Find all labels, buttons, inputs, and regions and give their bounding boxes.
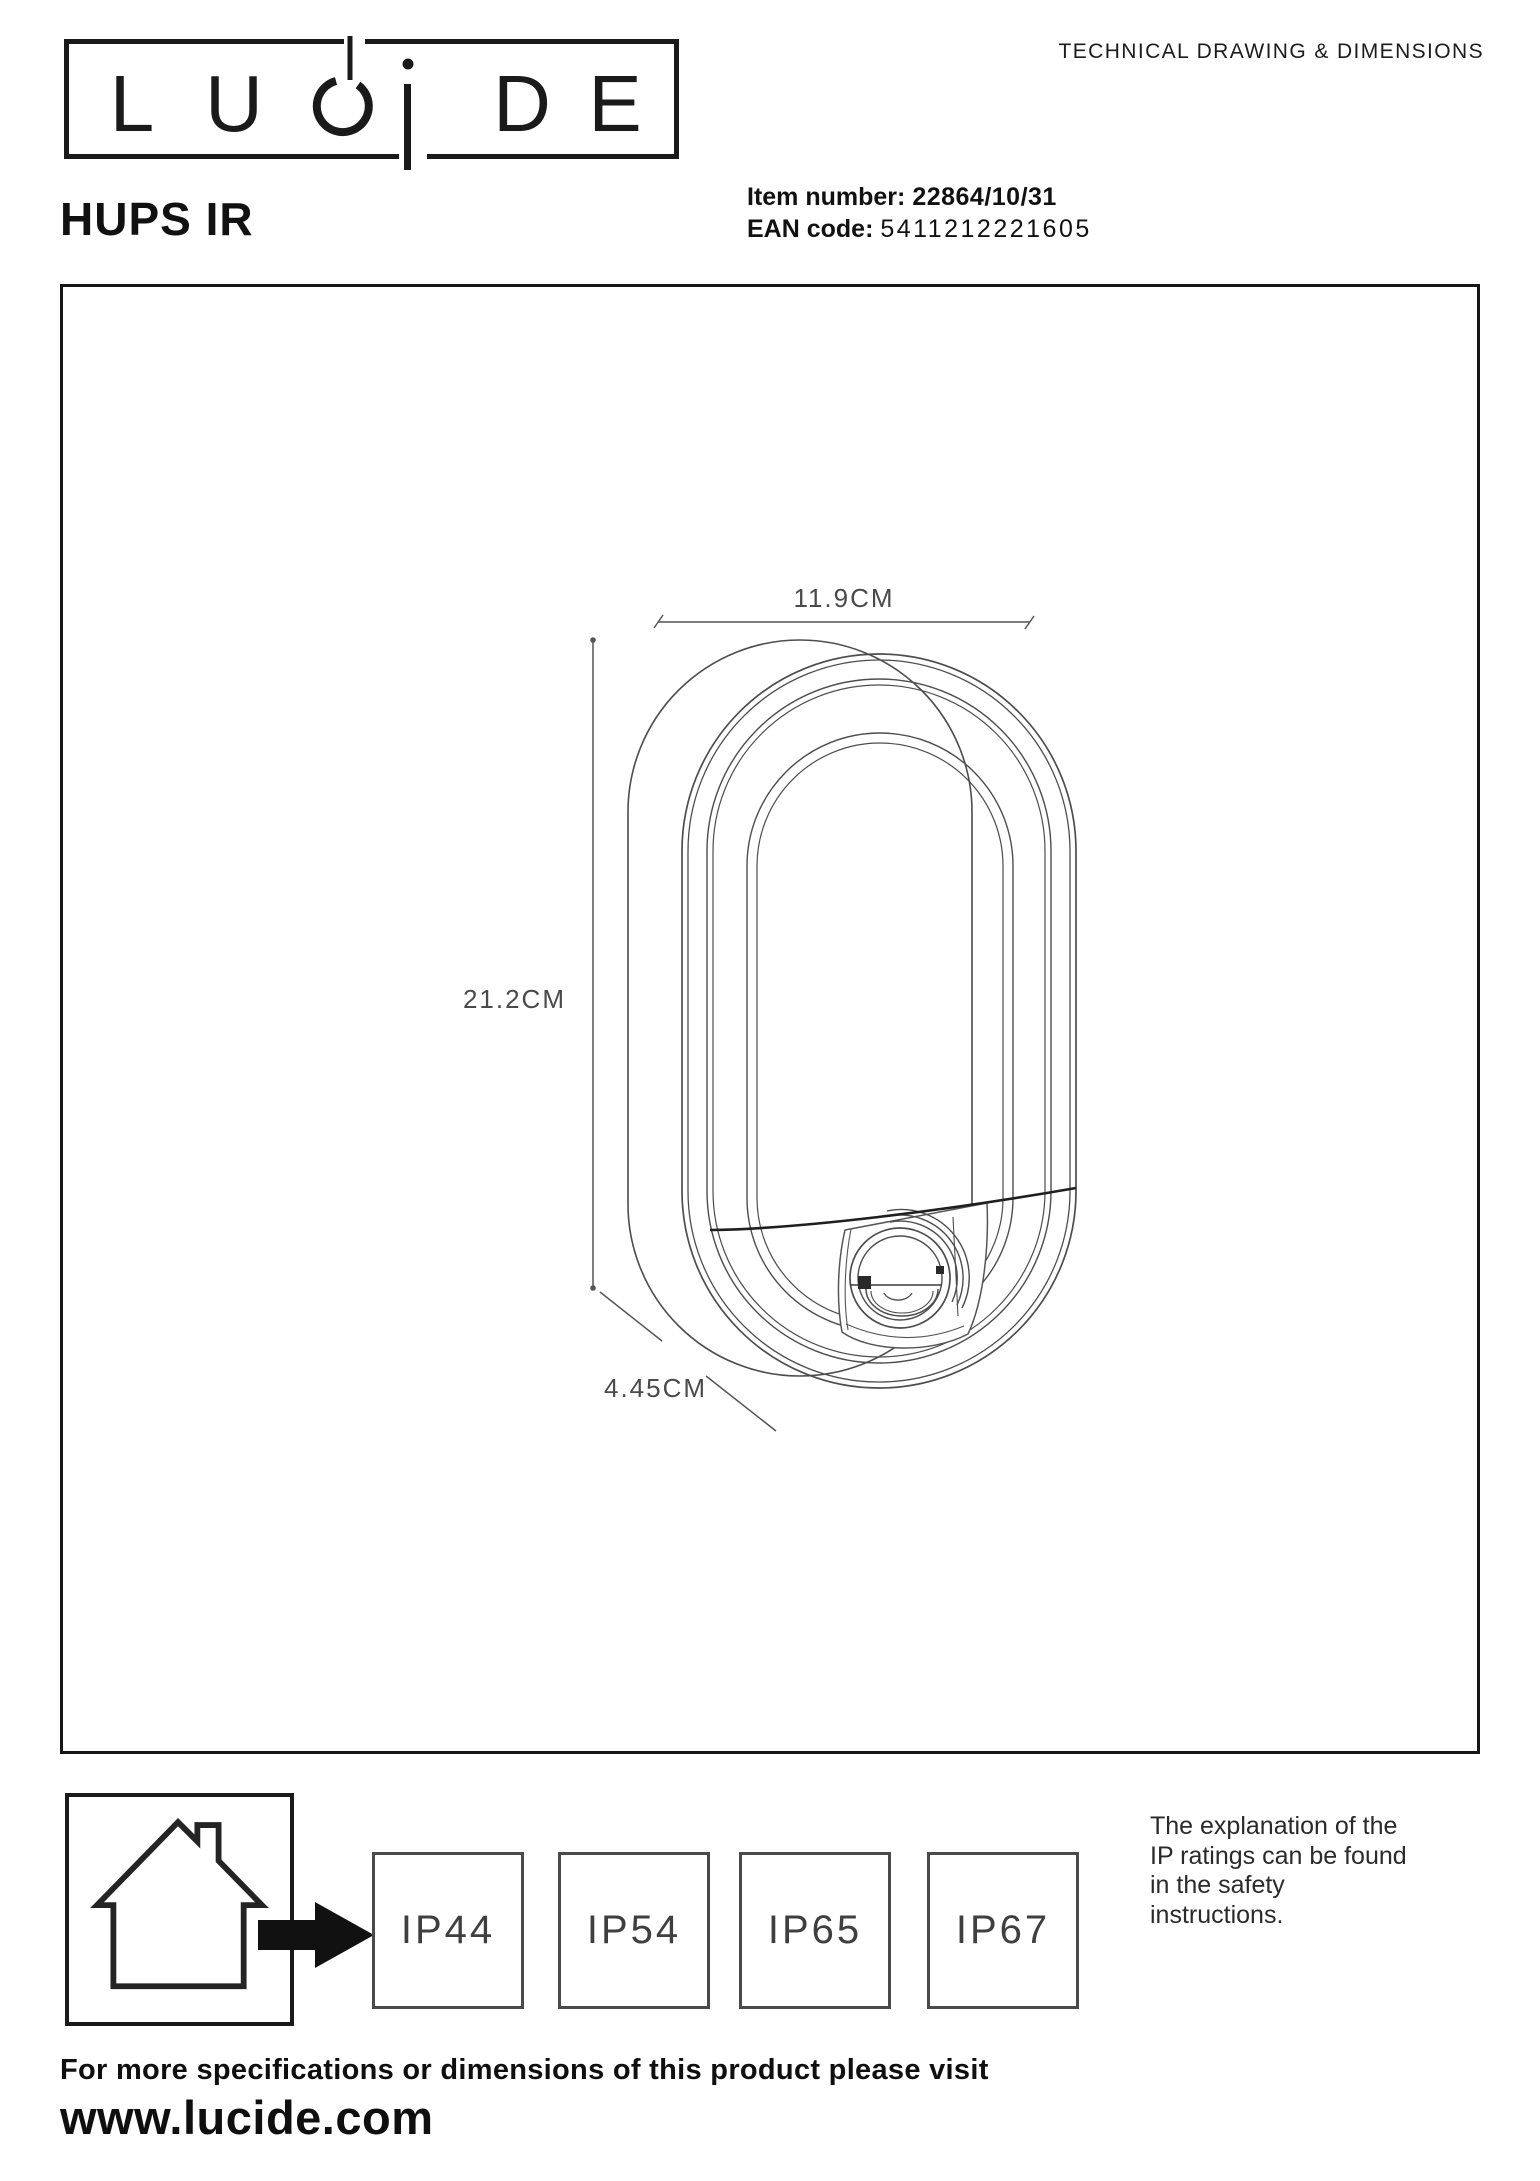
logo-letter-u: U [205, 59, 263, 148]
arrow-right-icon [258, 1890, 376, 1980]
logo-letter-d: D [493, 59, 551, 148]
ip-rating-badge-ip65: IP65 [739, 1852, 891, 2009]
dimension-depth-label: 4.45CM [604, 1373, 708, 1403]
item-number-value: 22864/10/31 [912, 183, 1057, 211]
pir-sensor-icon [850, 1228, 950, 1328]
dimension-width [654, 615, 1034, 629]
dimension-width-label: 11.9CM [793, 583, 895, 613]
ip-ratings-note [1150, 1812, 1460, 1930]
product-name: HUPS IR [60, 193, 254, 245]
logo-letter-l: L [109, 59, 155, 148]
ip-note-line: in the safety [1150, 1871, 1285, 1899]
ean-value: 5411212221605 [880, 215, 1092, 243]
ip-rating-badge-ip44: IP44 [372, 1852, 524, 2009]
ip-note-line: IP ratings can be found [1150, 1841, 1407, 1870]
document-title: TECHNICAL DRAWING & DIMENSIONS [1058, 40, 1484, 63]
ip-rating-badge-ip54: IP54 [558, 1852, 710, 2009]
ip-rating-badge-ip67: IP67 [927, 1852, 1079, 2009]
ip-note-line: The explanation of the [1150, 1812, 1398, 1840]
website-url: www.lucide.com [60, 2091, 434, 2144]
drawing-frame [62, 286, 1479, 1753]
dimension-depth [600, 1292, 776, 1431]
more-info-text: For more specifications or dimensions of this product please visit [60, 2054, 989, 2086]
dimension-height-label: 21.2CM [462, 984, 566, 1014]
dimension-height [590, 637, 596, 1291]
house-icon [69, 1797, 290, 2022]
item-number-label: Item number: [747, 183, 906, 211]
ean-label: EAN code: [747, 215, 874, 243]
ip-note-line: instructions. [1150, 1900, 1284, 1929]
logo-letter-e: E [588, 59, 642, 148]
